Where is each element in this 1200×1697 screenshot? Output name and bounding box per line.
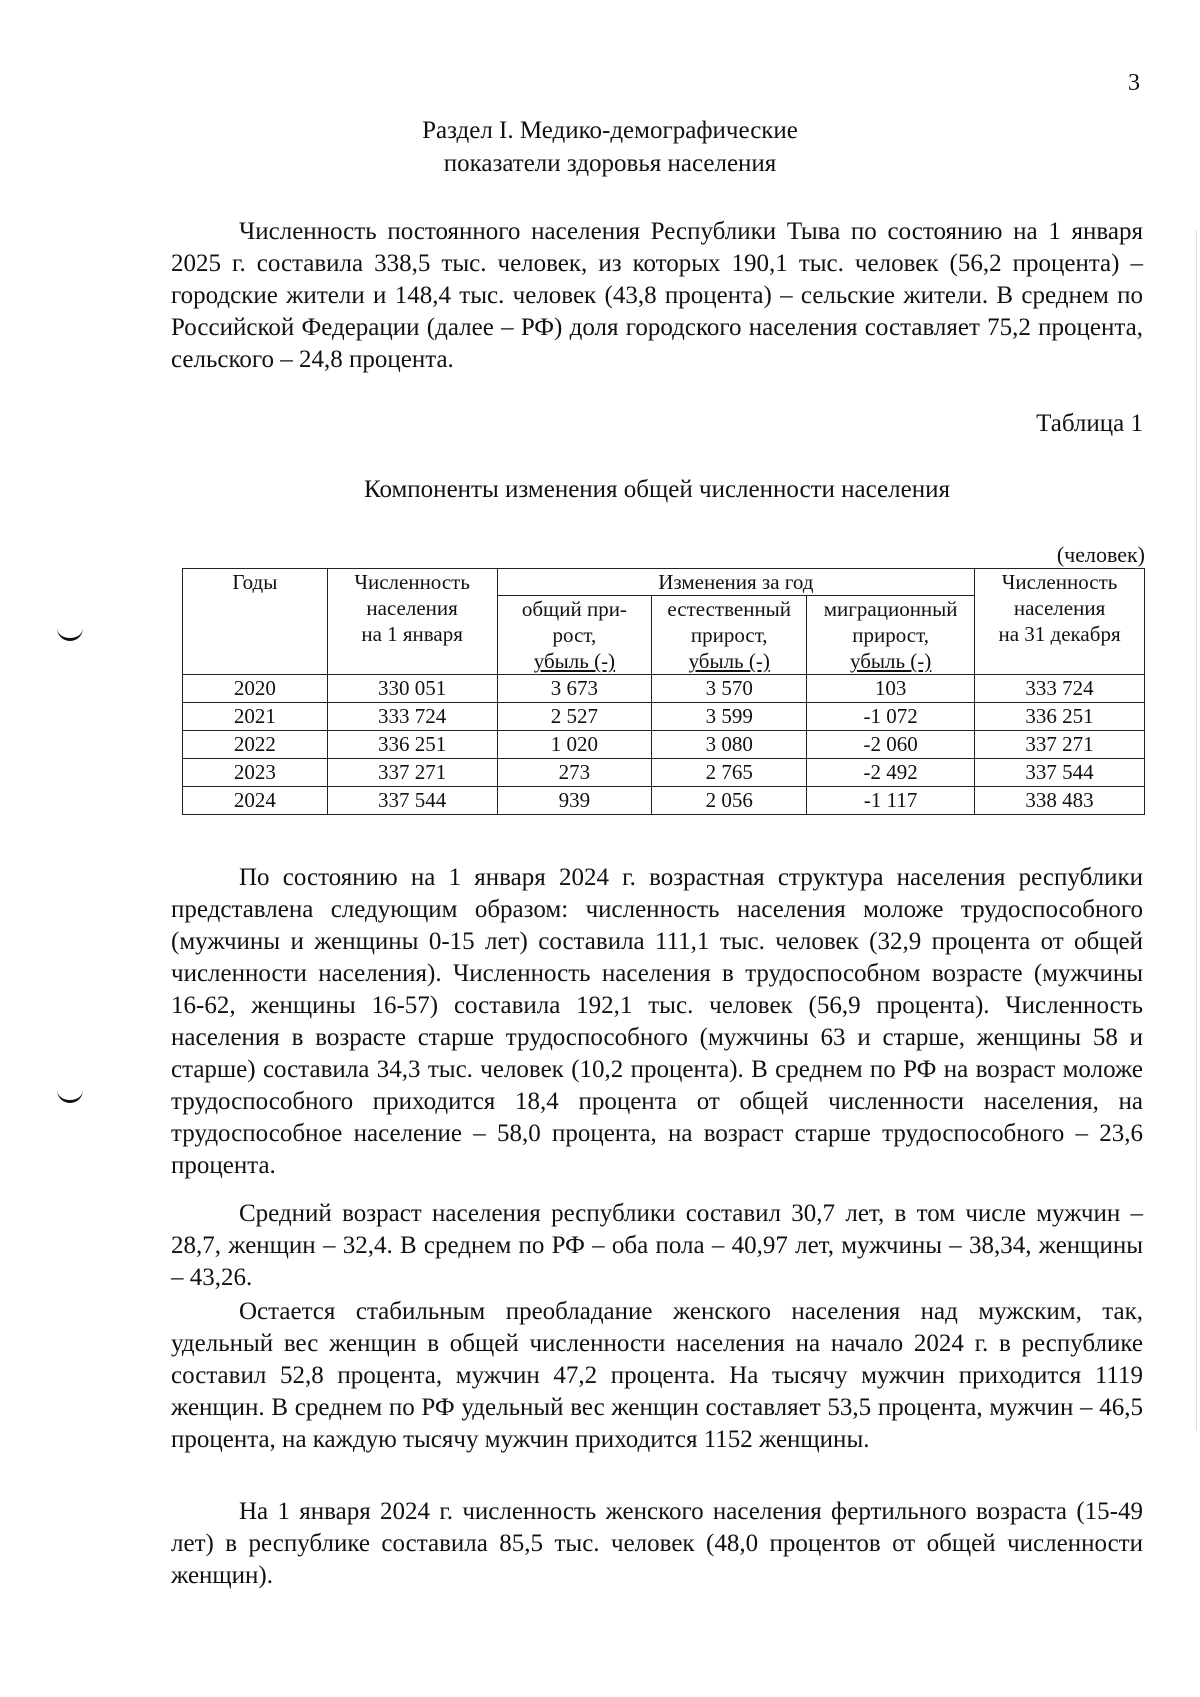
cell-year: 2021 [183, 703, 328, 731]
paragraph-fertile-women: На 1 января 2024 г. численность женского населения фертильного возраста (15-49 лет) в республике составила 85,5 тыс. человек (48,0 процентов от общей численности женщин). [171, 1498, 1143, 1589]
cell-natural: 3 080 [652, 731, 807, 759]
cell-year: 2022 [183, 731, 328, 759]
table-row [183, 703, 1145, 731]
table-row [183, 787, 1145, 815]
cell-start: 330 051 [327, 675, 497, 703]
scan-edge-line [1196, 230, 1197, 1430]
cell-migration: -1 072 [807, 703, 975, 731]
header-years: Годы [183, 569, 328, 675]
cell-end: 337 544 [975, 759, 1145, 787]
table-row [183, 675, 1145, 703]
scan-artifact-mark [57, 624, 83, 641]
paragraph-average-age: Средний возраст населения республики составил 30,7 лет, в том числе мужчин – 28,7, женщин – 32,4. В среднем по РФ – оба пола – 40,97 лет, мужчины – 38,34, женщины – 43,26. [171, 1200, 1143, 1291]
cell-migration: -1 117 [807, 787, 975, 815]
cell-total: 3 673 [497, 675, 652, 703]
page-number: 3 [1128, 70, 1140, 96]
cell-year: 2024 [183, 787, 328, 815]
cell-end: 333 724 [975, 675, 1145, 703]
section-title-line-2: показатели здоровья населения [443, 150, 777, 177]
population-table [182, 568, 1145, 815]
cell-natural: 3 599 [652, 703, 807, 731]
cell-natural: 2 056 [652, 787, 807, 815]
cell-total: 1 020 [497, 731, 652, 759]
cell-natural: 3 570 [652, 675, 807, 703]
cell-total: 2 527 [497, 703, 652, 731]
cell-migration: -2 060 [807, 731, 975, 759]
cell-start: 336 251 [327, 731, 497, 759]
cell-migration: 103 [807, 675, 975, 703]
header-natural-growth: естественный прирост, убыль (-) [652, 596, 807, 675]
cell-end: 337 271 [975, 731, 1145, 759]
header-changes: Изменения за год [497, 569, 975, 596]
cell-year: 2020 [183, 675, 328, 703]
paragraph-age-structure: По состоянию на 1 января 2024 г. возрастная структура населения республики представлена следующим образом: численность населения моложе трудоспособного (мужчины и женщины 0-15 лет) составила 111,1 тыс. человек (32,9 процента от общей численности населения). Численность населения в трудоспособном возрасте (мужчины 16-62, женщины 16-57) составила 192,1 тыс. человек (56,9 процента). Численность населения в возрасте старше трудоспособного (мужчины 63 и старше, женщины 58 и старше) составила 34,3 тыс. человек (10,2 процента). В среднем по РФ на возраст моложе трудоспособного приходится 18,4 процента от общей численности населения, на трудоспособное население – 58,0 процента, на возраст старше трудоспособного – 23,6 процента. [171, 864, 1143, 1179]
paragraph-gender-ratio: Остается стабильным преобладание женского населения над мужским, так, удельный вес женщин в общей численности населения на начало 2024 г. в республике составил 52,8 процента, мужчин 47,2 процента. На тысячу мужчин приходится 1119 женщин. В среднем по РФ удельный вес женщин составляет 53,5 процента, мужчин – 46,5 процента, на каждую тысячу мужчин приходится 1152 женщины. [171, 1298, 1143, 1453]
table-label: Таблица 1 [1036, 410, 1143, 437]
table-units: (человек) [1056, 542, 1145, 567]
paragraph-population: Численность постоянного населения Республики Тыва по состоянию на 1 января 2025 г. составила 338,5 тыс. человек, из которых 190,1 тыс. человек (56,2 процента) – городские жители и 148,4 тыс. человек (43,8 процента) – сельские жители. В среднем по Российской Федерации (далее – РФ) доля городского населения составляет 75,2 процента, сельского – 24,8 процента. [171, 218, 1143, 373]
header-population-end: Численность населения на 31 декабря [975, 569, 1145, 675]
table-title: Компоненты изменения общей численности населения [364, 476, 950, 503]
cell-natural: 2 765 [652, 759, 807, 787]
section-title [300, 114, 920, 180]
cell-total: 273 [497, 759, 652, 787]
cell-migration: -2 492 [807, 759, 975, 787]
cell-start: 337 271 [327, 759, 497, 787]
cell-start: 333 724 [327, 703, 497, 731]
table-row [183, 731, 1145, 759]
header-migration-growth: миграционный прирост, убыль (-) [807, 596, 975, 675]
scan-artifact-mark [57, 1086, 83, 1103]
cell-start: 337 544 [327, 787, 497, 815]
cell-year: 2023 [183, 759, 328, 787]
section-title-line-1: Раздел I. Медико-демографические [422, 117, 798, 144]
header-total-growth: общий при- рост, убыль (-) [497, 596, 652, 675]
header-population-start: Численность населения на 1 января [327, 569, 497, 675]
cell-total: 939 [497, 787, 652, 815]
cell-end: 338 483 [975, 787, 1145, 815]
cell-end: 336 251 [975, 703, 1145, 731]
table-row [183, 759, 1145, 787]
